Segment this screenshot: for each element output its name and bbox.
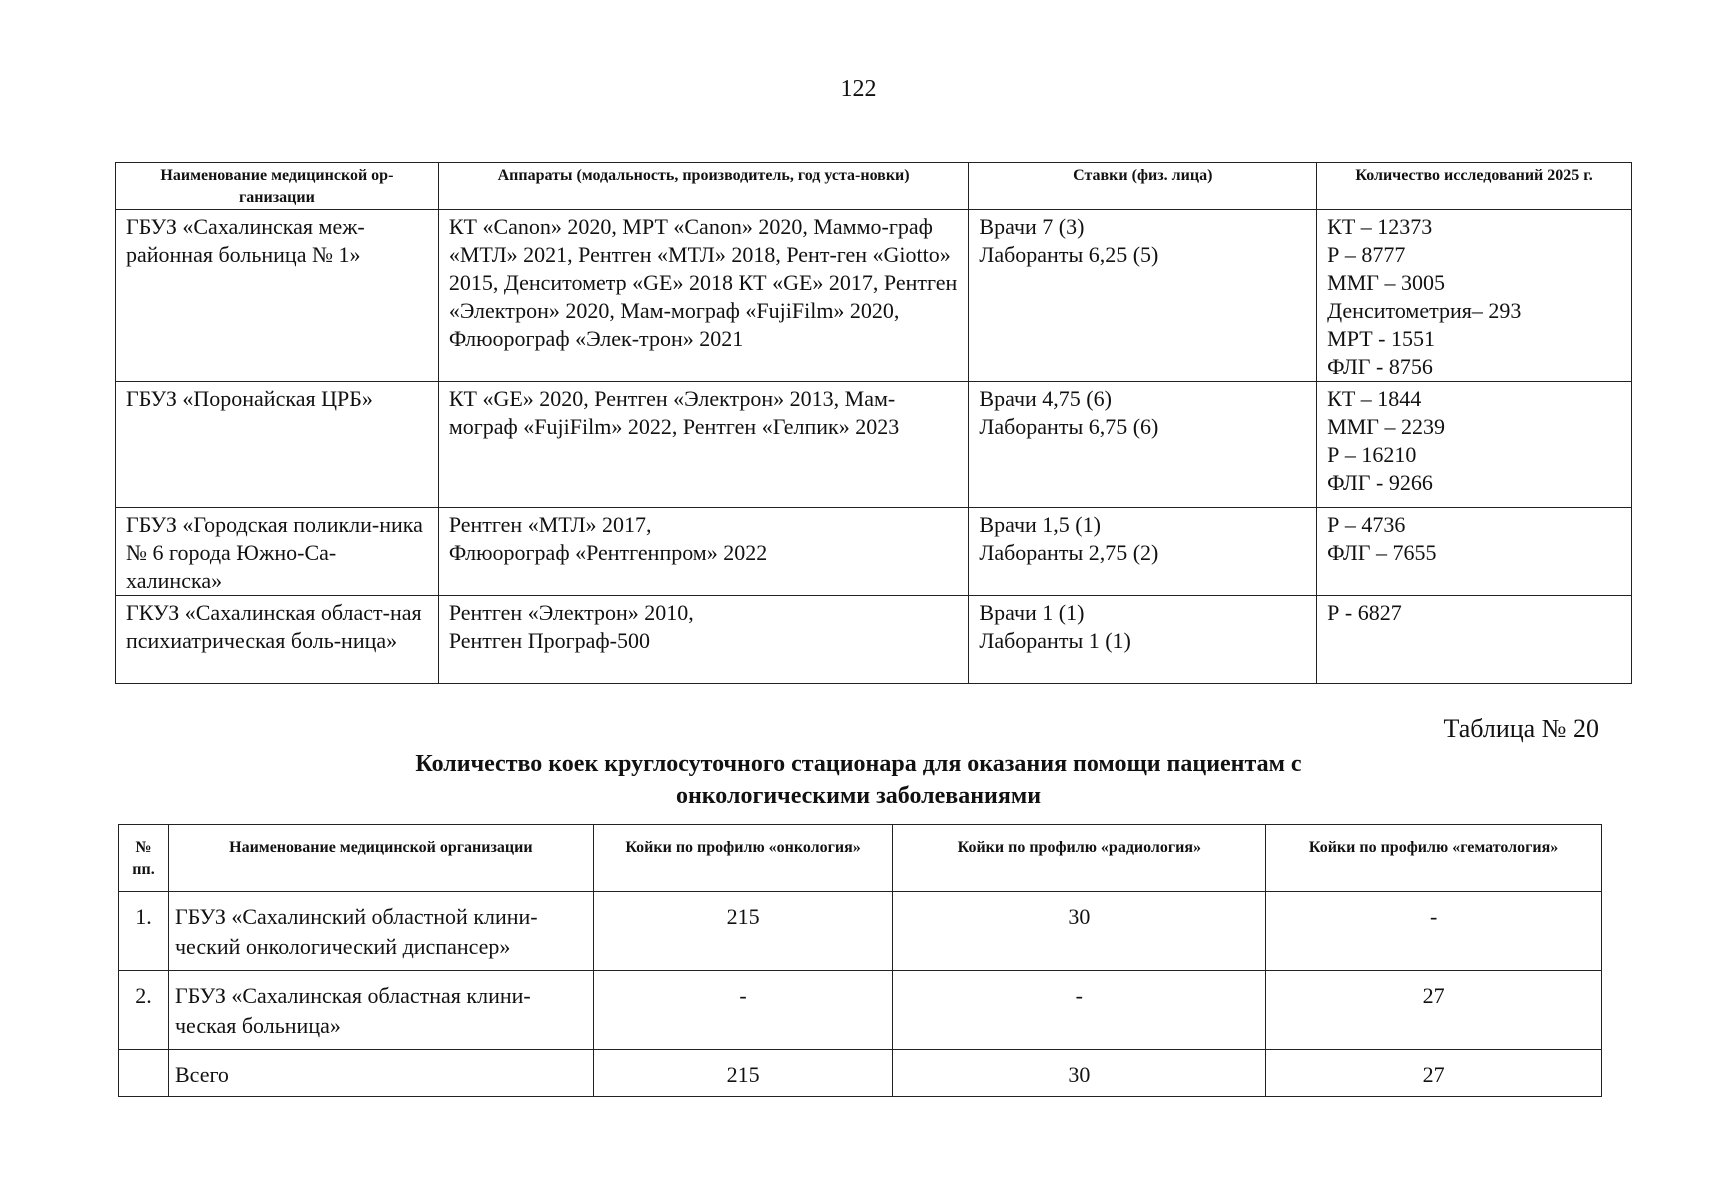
devices-line: Флюорограф «Рентгенпром» 2022 (448, 540, 768, 565)
table-row (116, 210, 1632, 382)
beds-table (118, 824, 1602, 1097)
header-radiology: Койки по профилю «радиология» (893, 825, 1266, 892)
org-cell: ГБУЗ «Поронайская ЦРБ» (116, 382, 439, 508)
oncology-cell: - (593, 971, 893, 1050)
staff-cell (969, 596, 1317, 684)
equipment-table-header-row (116, 163, 1632, 210)
studies-cell (1317, 382, 1632, 508)
table-row (119, 892, 1602, 971)
oncology-total: 215 (593, 1050, 893, 1097)
studies-line: Р – 16210 (1327, 442, 1417, 467)
staff-line: Лаборанты 2,75 (2) (979, 540, 1159, 565)
studies-line: КТ – 12373 (1327, 214, 1433, 239)
studies-line: Р – 8777 (1327, 242, 1406, 267)
radiology-cell: - (893, 971, 1266, 1050)
header-org: Наименование медицинской ор-ганизации (116, 163, 439, 210)
devices-cell: КТ «GE» 2020, Рентген «Электрон» 2013, Мам-мограф «FujiFilm» 2022, Рентген «Гелпик» 2023 (438, 382, 969, 508)
devices-cell: КТ «Canon» 2020, МРТ «Canon» 2020, Маммо-граф «МТЛ» 2021, Рентген «МТЛ» 2018, Рент-ген «Giotto» 2015, Денситометр «GE» 2018 КТ «GE» 2017, Рентген «Электрон» 2020, Мам-мограф «FujiFilm» 2020, Флюорограф «Элек-трон» 2021 (438, 210, 969, 382)
staff-line: Лаборанты 6,25 (5) (979, 242, 1159, 267)
table-title: Количество коек круглосуточного стационара для оказания помощи пациентам с онкологическими заболеваниями (415, 751, 1302, 809)
studies-line: ФЛГ - 8756 (1327, 354, 1433, 379)
studies-cell (1317, 596, 1632, 684)
hematology-cell: - (1266, 892, 1602, 971)
oncology-cell: 215 (593, 892, 893, 971)
studies-line: ММГ – 3005 (1327, 270, 1445, 295)
table-label: Таблица № 20 (1443, 714, 1599, 743)
hematology-total: 27 (1266, 1050, 1602, 1097)
org-cell: ГБУЗ «Сахалинская меж-районная больница № 1» (116, 210, 439, 382)
staff-line: Врачи 1,5 (1) (979, 512, 1101, 537)
table-row (116, 382, 1632, 508)
org-cell: ГКУЗ «Сахалинская област-ная психиатрическая боль-ница» (116, 596, 439, 684)
studies-line: ММГ – 2239 (1327, 414, 1445, 439)
org-cell: ГБУЗ «Сахалинский областной клини-ческий онкологический диспансер» (168, 892, 593, 971)
staff-cell (969, 382, 1317, 508)
studies-cell (1317, 508, 1632, 596)
row-number: 1. (119, 892, 169, 971)
row-number (119, 1050, 169, 1097)
header-org: Наименование медицинской организации (168, 825, 593, 892)
org-cell: ГБУЗ «Городская поликли-ника № 6 города Южно-Са-халинска» (116, 508, 439, 596)
org-cell: ГБУЗ «Сахалинская областная клини-ческая больница» (168, 971, 593, 1050)
beds-table-header-row (119, 825, 1602, 892)
studies-line: ФЛГ – 7655 (1327, 540, 1437, 565)
total-row (119, 1050, 1602, 1097)
studies-line: КТ – 1844 (1327, 386, 1422, 411)
staff-line: Лаборанты 6,75 (6) (979, 414, 1159, 439)
radiology-cell: 30 (893, 892, 1266, 971)
staff-line: Врачи 7 (3) (979, 214, 1085, 239)
studies-line: Р - 6827 (1327, 600, 1402, 625)
hematology-cell: 27 (1266, 971, 1602, 1050)
header-number: № пп. (119, 825, 169, 892)
staff-cell (969, 508, 1317, 596)
header-staff: Ставки (физ. лица) (969, 163, 1317, 210)
table-row (116, 508, 1632, 596)
total-label: Всего (168, 1050, 593, 1097)
staff-line: Врачи 1 (1) (979, 600, 1085, 625)
devices-cell (438, 508, 969, 596)
table-row (119, 971, 1602, 1050)
header-oncology: Койки по профилю «онкология» (593, 825, 893, 892)
header-devices: Аппараты (модальность, производитель, год уста-новки) (438, 163, 969, 210)
staff-cell (969, 210, 1317, 382)
header-studies: Количество исследований 2025 г. (1317, 163, 1632, 210)
studies-line: Денситометрия– 293 (1327, 298, 1522, 323)
staff-line: Врачи 4,75 (6) (979, 386, 1112, 411)
devices-line: Рентген «МТЛ» 2017, (448, 512, 652, 537)
studies-line: ФЛГ - 9266 (1327, 470, 1433, 495)
row-number: 2. (119, 971, 169, 1050)
page-number: 122 (840, 76, 877, 102)
equipment-table (115, 162, 1632, 684)
radiology-total: 30 (893, 1050, 1266, 1097)
studies-line: Р – 4736 (1327, 512, 1406, 537)
studies-cell (1317, 210, 1632, 382)
table-row (116, 596, 1632, 684)
studies-line: МРТ - 1551 (1327, 326, 1435, 351)
devices-line: Рентген Програф-500 (448, 628, 650, 653)
staff-line: Лаборанты 1 (1) (979, 628, 1131, 653)
devices-cell (438, 596, 969, 684)
header-hematology: Койки по профилю «гематология» (1266, 825, 1602, 892)
devices-line: Рентген «Электрон» 2010, (448, 600, 694, 625)
